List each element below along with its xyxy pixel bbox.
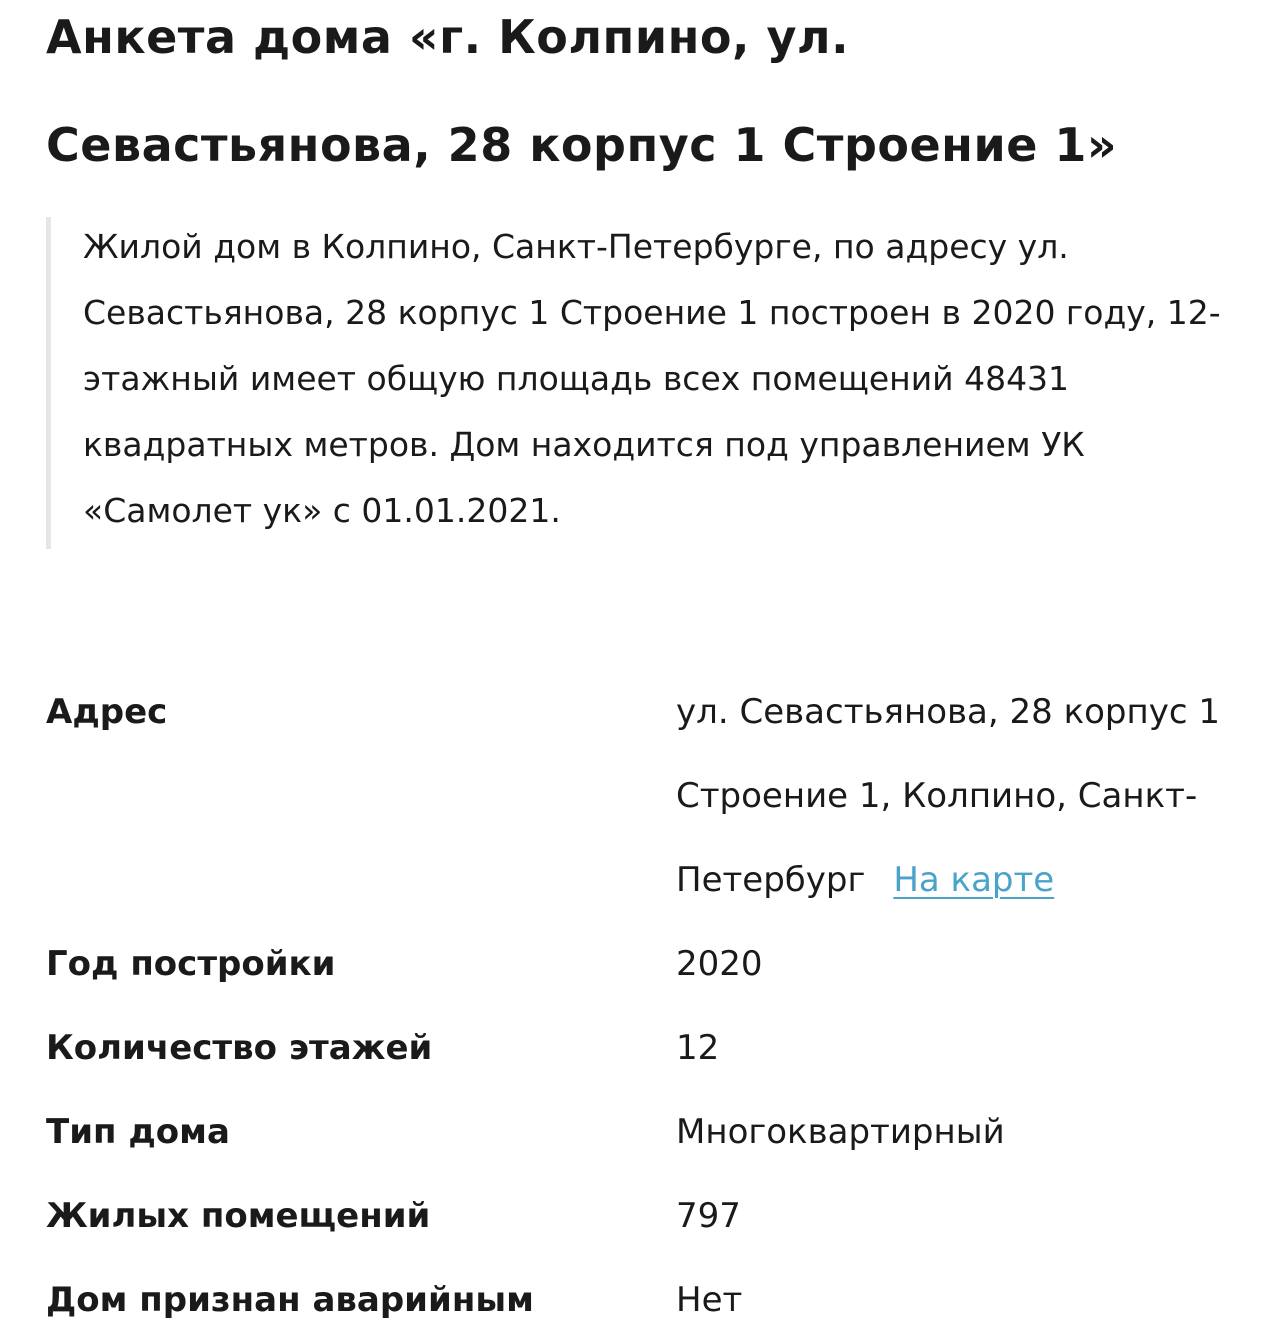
- info-row-floors: [46, 1006, 1246, 1090]
- description-text: Жилой дом в Колпино, Санкт-Петербурге, по адресу ул. Севастьянова, 28 корпус 1 Строение 1 построен в 2020 году, 12-этажный имеет общую площадь всех помещений 48431 квадратных метров. Дом находится под управлением УК «Самолет ук» с 01.01.2021.: [83, 227, 1221, 530]
- house-type-label: Тип дома: [46, 1112, 230, 1152]
- floors-value: 12: [676, 1028, 720, 1068]
- info-row-address: [46, 670, 1246, 922]
- map-link[interactable]: На карте: [893, 860, 1055, 900]
- address-label: Адрес: [46, 692, 168, 732]
- emergency-value: Нет: [676, 1280, 743, 1320]
- residential-label: Жилых помещений: [46, 1196, 431, 1236]
- address-value: [676, 670, 1246, 922]
- year-label: Год постройки: [46, 944, 336, 984]
- page-title: Анкета дома «г. Колпино, ул. Севастьянова, 28 корпус 1 Строение 1»: [46, 10, 1118, 172]
- house-info-table: [46, 670, 1246, 1342]
- house-type-value: Многоквартирный: [676, 1112, 1005, 1152]
- info-row-emergency: [46, 1258, 1246, 1342]
- info-row-residential: [46, 1174, 1246, 1258]
- emergency-label: Дом признан аварийным: [46, 1280, 534, 1320]
- description-block: [46, 217, 1241, 549]
- floors-label: Количество этажей: [46, 1028, 433, 1068]
- info-row-year: [46, 922, 1246, 1006]
- address-text: ул. Севастьянова, 28 корпус 1 Строение 1, Колпино, Санкт-Петербург: [676, 692, 1220, 900]
- house-profile-page: [46, 0, 1246, 1320]
- residential-value: 797: [676, 1196, 741, 1236]
- info-row-house-type: [46, 1090, 1246, 1174]
- year-value: 2020: [676, 944, 763, 984]
